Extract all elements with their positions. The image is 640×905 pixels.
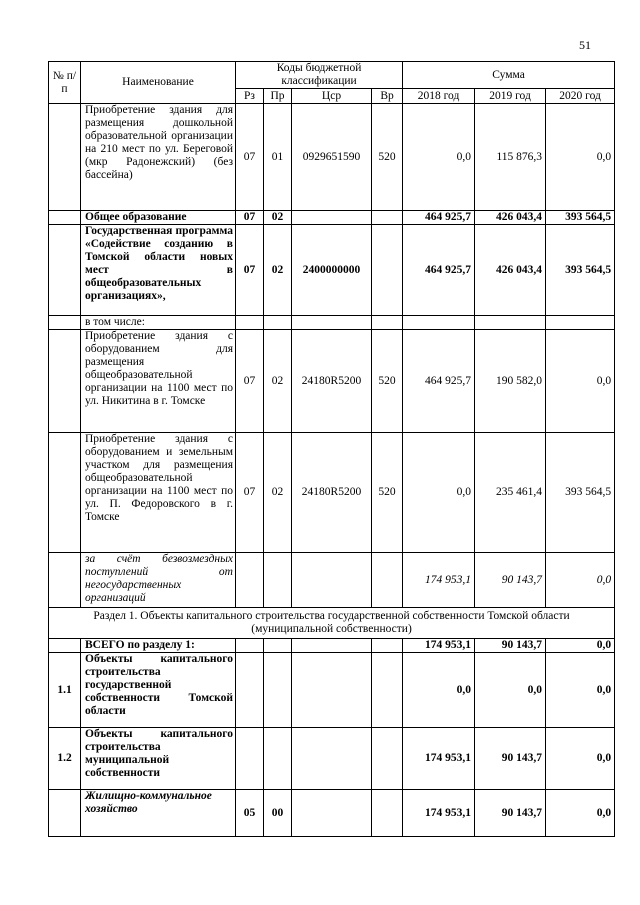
header-rz: Рз <box>236 89 264 104</box>
header-2018: 2018 год <box>403 89 475 104</box>
row-2018: 174 953,1 <box>403 553 475 608</box>
table-row <box>49 330 615 433</box>
row-pr: 02 <box>264 330 292 433</box>
row-pr: 02 <box>264 433 292 553</box>
header-vr: Вр <box>372 89 403 104</box>
row-rz: 07 <box>236 225 264 316</box>
row-2020: 0,0 <box>546 330 615 433</box>
row-name: ВСЕГО по разделу 1: <box>81 639 236 653</box>
header-name: Наименование <box>81 62 236 104</box>
row-pr: 00 <box>264 790 292 837</box>
row-2020: 0,0 <box>546 728 615 790</box>
table-row <box>49 639 615 653</box>
row-name: Объекты капитального строительства государственной собственности Томской области <box>81 653 236 728</box>
row-csr: 24180R5200 <box>292 330 372 433</box>
section-row <box>49 608 615 639</box>
row-num: 1.2 <box>49 728 81 790</box>
table-row <box>49 211 615 225</box>
header-row-1 <box>49 62 615 89</box>
row-name: Общее образование <box>81 211 236 225</box>
row-csr: 24180R5200 <box>292 433 372 553</box>
row-name: Приобретение здания с оборудованием для размещения общеобразовательной организации на 1100 мест по ул. Никитина в г. Томске <box>81 330 236 433</box>
table-row <box>49 790 615 837</box>
section-title: Раздел 1. Объекты капитального строительства государственной собственности Томской области (муниципальной собственности) <box>49 608 615 639</box>
row-csr: 0929651590 <box>292 104 372 211</box>
row-2019: 90 143,7 <box>475 639 546 653</box>
row-2020: 393 564,5 <box>546 433 615 553</box>
row-2019: 115 876,3 <box>475 104 546 211</box>
row-name: в том числе: <box>81 316 236 330</box>
row-2019: 90 143,7 <box>475 553 546 608</box>
header-csr: Цср <box>292 89 372 104</box>
table-row <box>49 653 615 728</box>
row-name: Государственная программа «Содействие созданию в Томской области новых мест в общеобразовательных организациях», <box>81 225 236 316</box>
row-2018: 174 953,1 <box>403 790 475 837</box>
row-2018: 0,0 <box>403 653 475 728</box>
row-vr: 520 <box>372 104 403 211</box>
row-2018: 464 925,7 <box>403 330 475 433</box>
row-2018: 0,0 <box>403 433 475 553</box>
row-name: Приобретение здания с оборудованием и земельным участком для размещения общеобразовательной организации на 1100 мест по ул. П. Федоровского в г. Томске <box>81 433 236 553</box>
row-name: за счёт безвозмездных поступлений от негосударственных организаций <box>81 553 236 608</box>
row-2018: 174 953,1 <box>403 728 475 790</box>
table-row <box>49 728 615 790</box>
header-sum: Сумма <box>403 62 615 89</box>
table-row <box>49 553 615 608</box>
row-2019: 190 582,0 <box>475 330 546 433</box>
table-row <box>49 316 615 330</box>
header-2019: 2019 год <box>475 89 546 104</box>
row-2019: 235 461,4 <box>475 433 546 553</box>
row-csr: 2400000000 <box>292 225 372 316</box>
row-rz: 07 <box>236 104 264 211</box>
header-codes: Коды бюджетной классификации <box>236 62 403 89</box>
row-2018: 464 925,7 <box>403 211 475 225</box>
row-2020: 393 564,5 <box>546 225 615 316</box>
row-name: Жилищно-коммунальное хозяйство <box>81 790 236 837</box>
row-rz: 05 <box>236 790 264 837</box>
row-vr: 520 <box>372 330 403 433</box>
row-2020: 0,0 <box>546 790 615 837</box>
header-2020: 2020 год <box>546 89 615 104</box>
row-2020: 0,0 <box>546 553 615 608</box>
table-row <box>49 433 615 553</box>
row-rz: 07 <box>236 211 264 225</box>
row-2019: 426 043,4 <box>475 225 546 316</box>
row-csr <box>292 211 372 225</box>
row-vr: 520 <box>372 433 403 553</box>
row-rz: 07 <box>236 330 264 433</box>
row-2020: 0,0 <box>546 639 615 653</box>
row-name: Приобретение здания для размещения дошкольной образовательной организации на 210 мест по ул. Береговой (мкр Радонежский) (без бассейна) <box>81 104 236 211</box>
row-2020: 0,0 <box>546 104 615 211</box>
row-2019: 90 143,7 <box>475 790 546 837</box>
row-2019: 90 143,7 <box>475 728 546 790</box>
header-pr: Пр <box>264 89 292 104</box>
row-2019: 426 043,4 <box>475 211 546 225</box>
row-rz: 07 <box>236 433 264 553</box>
row-name: Объекты капитального строительства муниципальной собственности <box>81 728 236 790</box>
table-row <box>49 104 615 211</box>
header-num: № п/п <box>49 62 81 104</box>
row-vr <box>372 225 403 316</box>
row-2019: 0,0 <box>475 653 546 728</box>
row-2020: 393 564,5 <box>546 211 615 225</box>
row-2018: 464 925,7 <box>403 225 475 316</box>
row-2018: 174 953,1 <box>403 639 475 653</box>
table-row <box>49 225 615 316</box>
row-pr: 01 <box>264 104 292 211</box>
row-pr: 02 <box>264 225 292 316</box>
row-2020: 0,0 <box>546 653 615 728</box>
page-number: 51 <box>579 38 591 52</box>
row-num: 1.1 <box>49 653 81 728</box>
budget-table <box>48 61 615 837</box>
row-pr: 02 <box>264 211 292 225</box>
row-vr <box>372 211 403 225</box>
row-2018: 0,0 <box>403 104 475 211</box>
